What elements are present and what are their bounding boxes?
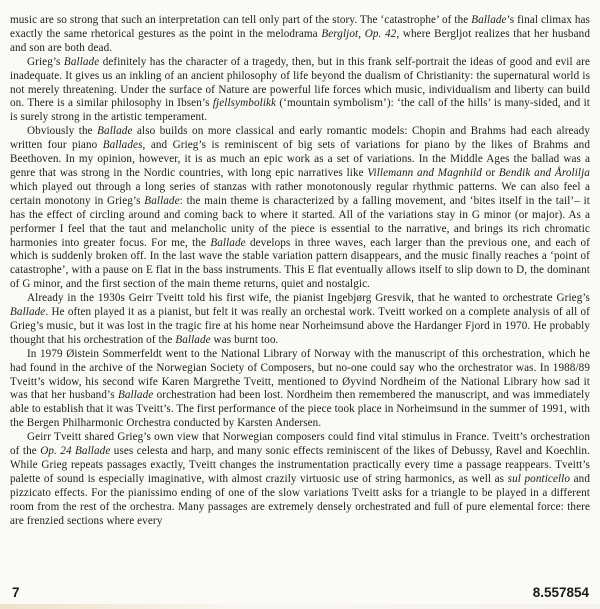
body-paragraph: In 1979 Øistein Sommerfeldt went to the National Library of Norway with the manuscript of this orchestration, which he had found in the archive of the Norwegian Society of Composers, but no-one could say who the orchestrator was. In 1988/89 Tveitt’s widow, his second wife Karen Margrethe Tveitt, mentioned to Øyvind Nordheim of the National Library how sad it was that her husband’s Ballade orchestration had been lost. Nordheim then remembered the manuscript, and was immediately able to establish that it was Tveitt’s. The first performance of the piece took place in Norheimsund in the summer of 1991, with the Bergen Philharmonic Orchestra conducted by Karsten Andersen.: [10, 347, 591, 430]
body-paragraph: Geirr Tveitt shared Grieg’s own view that Norwegian composers could find vital stimulus in France. Tveitt’s orchestration of the Op. 24 Ballade uses celesta and harp, and many sonic effects reminiscent of the likes of Debussy, Ravel and Koechlin. While Grieg repeats passages exactly, Tveitt changes the instrumentation practically every time a passage reappears. Tveitt’s palette of sound is especially imaginative, with almost crazily virtuosic use of string harmonics, as well as sul ponticello and pizzicato effects. For the pianissimo ending of one of the slow variations Tveitt asks for a triangle to be played in a different room from the rest of the orchestra. Many passages are extremely densely orchestrated and full of pure elemental force: there are frenzied sections where every: [10, 431, 590, 527]
body-paragraph: Grieg’s Ballade definitely has the character of a tragedy, then, but in this frank self-portrait the ideas of good and evil are inadequate. It gives us an inkling of an ancient philosophy of life beyond the dualism of Christianity: the supernatural world is not merely threatening. Under the surface of Nature are powerful life forces which music, individualism and liberty can build on. There is a similar philosophy in Ibsen’s fjellsymbolikk (‘mountain symbolism’): ‘the call of the hills’ is many-sided, and it is surely strong in the artistic temperament.: [10, 55, 591, 124]
body-paragraph: Obviously the Ballade also builds on more classical and early romantic models: Chopin and Brahms had each already written four piano Ballades, and Grieg’s is reminiscent of big sets of variations for piano by the likes of Brahms and Beethoven. In my opinion, however, it is as much an epic work as a set of variations. In the Middle Ages the ballad was a genre that was strong in the Nordic countries, with long epic narratives like Villemann and Magnhild or Bendik and Årolilja which played out through a long series of stanzas with rather monotonously regular rhythmic patterns. We can also feel a certain monotony in Grieg’s Ballade: the main theme is characterized by a falling movement, and ‘bites itself in the tail’– it has the effect of circling around and coming back to where it started. All of the variations stay in G minor (or major). As a performer I feel that the taut and melancholic unity of the piece is essential to the narrative, and brings its rich chromatic harmonies into greater focus. For me, the Ballade develops in three waves, each larger than the previous one, and each of which is suddenly broken off. In the last wave the stable variation pattern disappears, and the music finally reaches a ‘point of catastrophe’, with a pause on E flat in the bass instruments. This E flat eventually allows itself to slip down to D, the dominant of G minor, and the first section of the main theme returns, quiet and nostalgic.: [10, 125, 591, 291]
body-paragraph: music are so strong that such an interpretation can tell only part of the story. The ‘catastrophe’ of the Ballade’s final climax has exactly the same rhetorical gestures as the point in the melodrama Bergljot, Op. 42, where Bergljot realizes that her husband and son are both dead.: [10, 14, 590, 54]
page-number: 7: [12, 585, 20, 600]
body-paragraph: Already in the 1930s Geirr Tveitt told his first wife, the pianist Ingebjørg Gresvik, that he wanted to orchestrate Grieg’s Ballade. He often played it as a pianist, but felt it was really an orchestal work. Tveitt worked on a complete analysis of all of Grieg’s music, but it was lost in the tragic fire at his home near Norheimsund above the Hardanger Fjord in 1970. He probably thought that his orchestration of the Ballade was burnt too.: [10, 292, 590, 346]
catalog-number: 8.557854: [532, 585, 589, 600]
page-footer: [12, 585, 589, 600]
